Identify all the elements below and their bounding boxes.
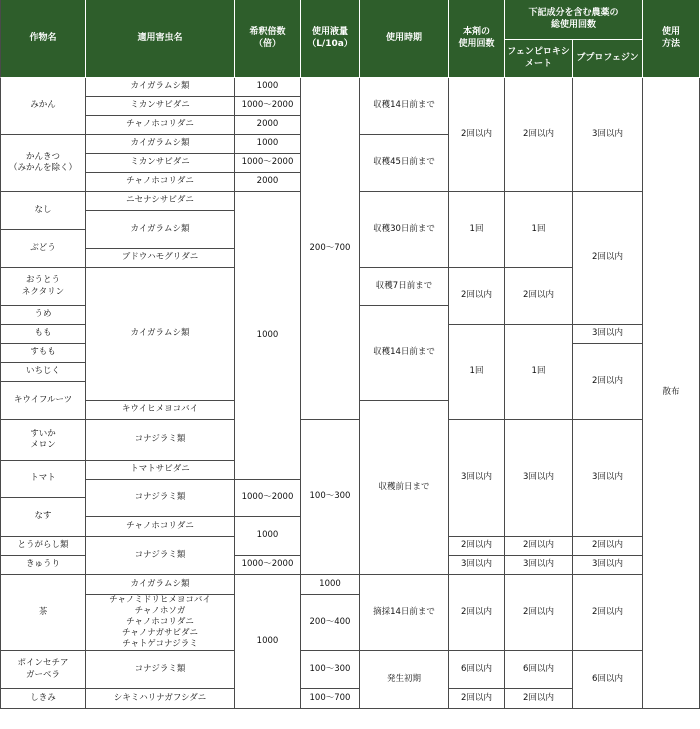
crop-tomato: トマト — [0, 461, 86, 498]
volume-cell: 100～700 — [301, 689, 360, 709]
timing-cell: 収穫14日前まで — [360, 306, 449, 401]
header-buprofezin: ブプロフェジン — [573, 40, 643, 78]
crop-nasu: なす — [0, 498, 86, 537]
fenpyroximate-cell: 6回以内 — [505, 651, 573, 689]
count-cell: 3回以内 — [449, 420, 505, 537]
crop-ume: うめ — [0, 306, 86, 325]
dilution-cell: 2000 — [235, 116, 301, 135]
pest-cell: ブドウハモグリダニ — [86, 249, 235, 268]
count-cell: 3回以内 — [449, 556, 505, 575]
count-cell: 6回以内 — [449, 651, 505, 689]
buprofezin-cell: 2回以内 — [573, 537, 643, 556]
timing-cell: 収穫7日前まで — [360, 268, 449, 306]
crop-momo: もも — [0, 325, 86, 344]
crop-poinsettia: ポインセチア ガーベラ — [0, 651, 86, 689]
pest-cell: コナジラミ類 — [86, 537, 235, 575]
pest-cell: コナジラミ類 — [86, 480, 235, 517]
dilution-cell: 1000 — [235, 192, 301, 480]
buprofezin-cell: 3回以内 — [573, 556, 643, 575]
pest-cell: カイガラムシ類 — [86, 268, 235, 401]
timing-cell: 収穫30日前まで — [360, 192, 449, 268]
buprofezin-cell: 3回以内 — [573, 420, 643, 537]
crop-outou: おうとう ネクタリン — [0, 268, 86, 306]
dilution-cell: 1000～2000 — [235, 97, 301, 116]
pest-cell: トマトサビダニ — [86, 461, 235, 480]
pest-cell: チャノミドリヒメヨコバイ チャノホソガ チャノホコリダニ チャノナガサビダニ チャトゲコナジラミ — [86, 595, 235, 651]
crop-cha: 茶 — [0, 575, 86, 651]
pest-cell: カイガラムシ類 — [86, 575, 235, 595]
header-method: 使用 方法 — [643, 0, 700, 78]
dilution-cell: 1000～2000 — [235, 154, 301, 173]
fenpyroximate-cell: 2回以内 — [505, 78, 573, 192]
pest-cell: シキミハリナガフシダニ — [86, 689, 235, 709]
pest-cell: キウイヒメヨコバイ — [86, 401, 235, 420]
pest-cell: コナジラミ類 — [86, 651, 235, 689]
method-cell: 散布 — [643, 78, 700, 709]
header-total-count: 下記成分を含む農薬の 総使用回数 — [505, 0, 643, 40]
volume-cell: 100～300 — [301, 651, 360, 689]
fenpyroximate-cell: 2回以内 — [505, 575, 573, 651]
header-pest: 適用害虫名 — [86, 0, 235, 78]
pest-cell: カイガラムシ類 — [86, 211, 235, 249]
crop-mikan: みかん — [0, 78, 86, 135]
dilution-cell: 1000～2000 — [235, 556, 301, 575]
fenpyroximate-cell: 1回 — [505, 192, 573, 268]
pest-cell: チャノホコリダニ — [86, 517, 235, 537]
fenpyroximate-cell: 2回以内 — [505, 689, 573, 709]
volume-cell: 1000 — [301, 575, 360, 595]
header-timing: 使用時期 — [360, 0, 449, 78]
count-cell: 2回以内 — [449, 268, 505, 325]
crop-kyuuri: きゅうり — [0, 556, 86, 575]
buprofezin-cell: 2回以内 — [573, 192, 643, 325]
crop-suika: すいか メロン — [0, 420, 86, 461]
pest-cell: ミカンサビダニ — [86, 97, 235, 116]
header-dilution: 希釈倍数 （倍） — [235, 0, 301, 78]
pest-cell: ミカンサビダニ — [86, 154, 235, 173]
crop-ichijiku: いちじく — [0, 363, 86, 382]
timing-cell: 発生初期 — [360, 651, 449, 709]
volume-cell: 200～400 — [301, 595, 360, 651]
volume-cell: 100～300 — [301, 420, 360, 575]
pest-cell: チャノホコリダニ — [86, 116, 235, 135]
fenpyroximate-cell: 1回 — [505, 325, 573, 420]
timing-cell: 収穫45日前まで — [360, 135, 449, 192]
buprofezin-cell: 6回以内 — [573, 651, 643, 709]
buprofezin-cell: 2回以内 — [573, 344, 643, 420]
dilution-cell: 1000 — [235, 575, 301, 709]
header-count: 本剤の 使用回数 — [449, 0, 505, 78]
crop-kiwi: キウイフルーツ — [0, 382, 86, 420]
timing-cell: 収穫14日前まで — [360, 78, 449, 135]
pest-cell: カイガラムシ類 — [86, 78, 235, 97]
buprofezin-cell: 3回以内 — [573, 78, 643, 192]
crop-tougarashi: とうがらし類 — [0, 537, 86, 556]
buprofezin-cell: 2回以内 — [573, 575, 643, 651]
pest-cell: チャノホコリダニ — [86, 173, 235, 192]
pest-cell: コナジラミ類 — [86, 420, 235, 461]
crop-shikimi: しきみ — [0, 689, 86, 709]
fenpyroximate-cell: 2回以内 — [505, 537, 573, 556]
buprofezin-cell: 3回以内 — [573, 325, 643, 344]
crop-budou: ぶどう — [0, 230, 86, 268]
dilution-cell: 2000 — [235, 173, 301, 192]
count-cell: 2回以内 — [449, 575, 505, 651]
dilution-cell: 1000～2000 — [235, 480, 301, 517]
volume-cell: 200～700 — [301, 78, 360, 420]
dilution-cell: 1000 — [235, 135, 301, 154]
count-cell: 2回以内 — [449, 689, 505, 709]
header-volume: 使用液量 （L/10a） — [301, 0, 360, 78]
crop-nashi: なし — [0, 192, 86, 230]
pest-cell: ニセナシサビダニ — [86, 192, 235, 211]
header-crop: 作物名 — [0, 0, 86, 78]
count-cell: 2回以内 — [449, 78, 505, 192]
dilution-cell: 1000 — [235, 78, 301, 97]
count-cell: 1回 — [449, 192, 505, 268]
fenpyroximate-cell: 3回以内 — [505, 420, 573, 537]
timing-cell: 摘採14日前まで — [360, 575, 449, 651]
fenpyroximate-cell: 3回以内 — [505, 556, 573, 575]
header-fenpyroximate: フェンピロキシ メート — [505, 40, 573, 78]
count-cell: 2回以内 — [449, 537, 505, 556]
crop-sumomo: すもも — [0, 344, 86, 363]
crop-kankitsu: かんきつ （みかんを除く） — [0, 135, 86, 192]
pest-cell: カイガラムシ類 — [86, 135, 235, 154]
count-cell: 1回 — [449, 325, 505, 420]
dilution-cell: 1000 — [235, 517, 301, 556]
fenpyroximate-cell: 2回以内 — [505, 268, 573, 325]
timing-cell: 収穫前日まで — [360, 401, 449, 575]
